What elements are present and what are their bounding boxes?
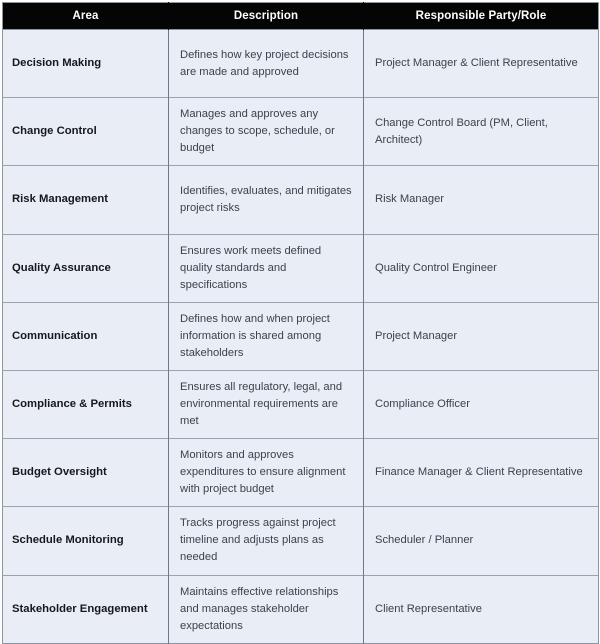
column-header-responsible-party: Responsible Party/Role: [364, 3, 599, 30]
cell-responsible-party: Risk Manager: [364, 166, 599, 234]
column-header-area: Area: [3, 3, 169, 30]
table-row: [3, 302, 599, 370]
cell-responsible-party: Project Manager & Client Representative: [364, 30, 599, 98]
column-header-description: Description: [169, 3, 364, 30]
cell-responsible-party: Quality Control Engineer: [364, 234, 599, 302]
table-body: [3, 30, 599, 644]
governance-responsibilities-table: [2, 2, 599, 644]
cell-description: Ensures work meets defined quality standards and specifications: [169, 234, 364, 302]
table-row: [3, 507, 599, 575]
cell-description: Defines how key project decisions are made and approved: [169, 30, 364, 98]
table-row: [3, 439, 599, 507]
cell-description: Manages and approves any changes to scope, schedule, or budget: [169, 98, 364, 166]
cell-area: Decision Making: [3, 30, 169, 98]
table-row: [3, 166, 599, 234]
cell-description: Defines how and when project information is shared among stakeholders: [169, 302, 364, 370]
cell-responsible-party: Finance Manager & Client Representative: [364, 439, 599, 507]
cell-description: Ensures all regulatory, legal, and environmental requirements are met: [169, 370, 364, 438]
table-header-row: [3, 3, 599, 30]
cell-responsible-party: Scheduler / Planner: [364, 507, 599, 575]
cell-area: Stakeholder Engagement: [3, 575, 169, 643]
cell-area: Quality Assurance: [3, 234, 169, 302]
cell-responsible-party: Client Representative: [364, 575, 599, 643]
table-header: [3, 3, 599, 30]
cell-responsible-party: Compliance Officer: [364, 370, 599, 438]
table-row: [3, 98, 599, 166]
cell-area: Compliance & Permits: [3, 370, 169, 438]
table-row: [3, 370, 599, 438]
cell-description: Maintains effective relationships and manages stakeholder expectations: [169, 575, 364, 643]
cell-responsible-party: Change Control Board (PM, Client, Architect): [364, 98, 599, 166]
cell-area: Change Control: [3, 98, 169, 166]
cell-area: Schedule Monitoring: [3, 507, 169, 575]
table-row: [3, 575, 599, 643]
cell-description: Tracks progress against project timeline and adjusts plans as needed: [169, 507, 364, 575]
cell-area: Budget Oversight: [3, 439, 169, 507]
table-row: [3, 30, 599, 98]
cell-description: Identifies, evaluates, and mitigates project risks: [169, 166, 364, 234]
table-row: [3, 234, 599, 302]
cell-area: Risk Management: [3, 166, 169, 234]
cell-responsible-party: Project Manager: [364, 302, 599, 370]
cell-area: Communication: [3, 302, 169, 370]
cell-description: Monitors and approves expenditures to ensure alignment with project budget: [169, 439, 364, 507]
